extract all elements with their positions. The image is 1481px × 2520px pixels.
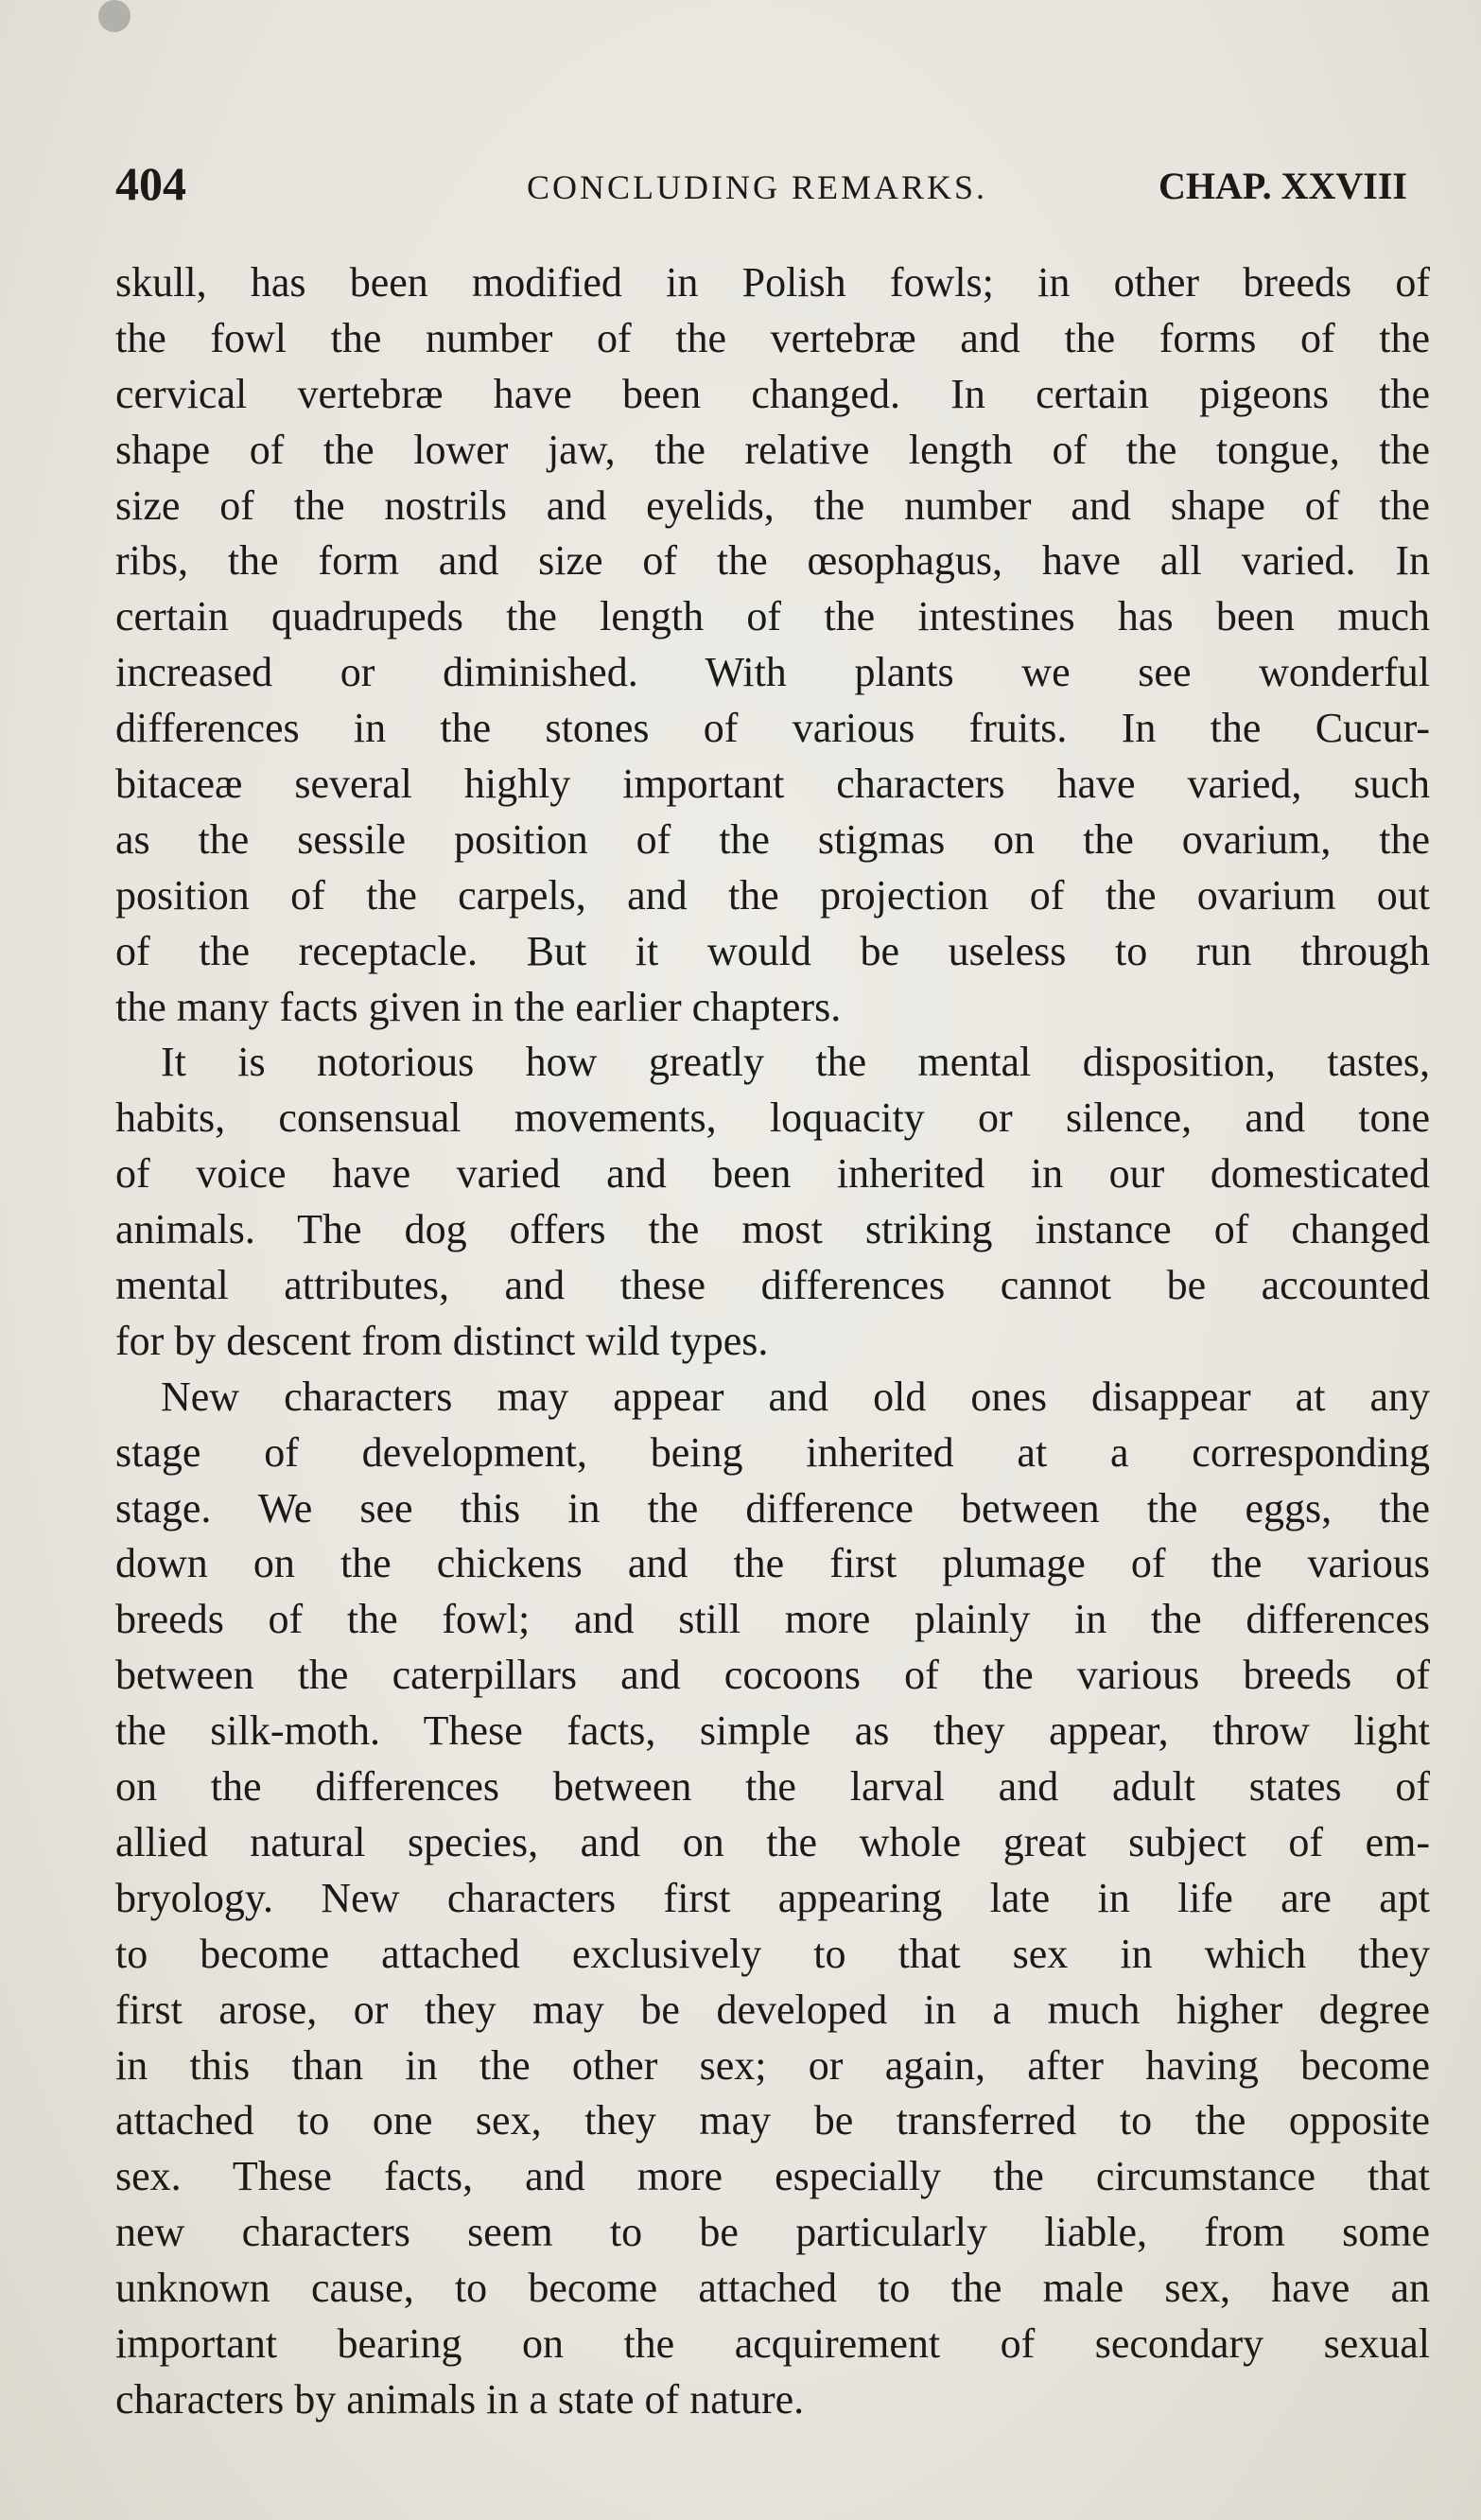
text-line: for by descent from distinct wild types. [115,1317,769,1364]
text-line: breeds of the fowl; and still more plainly in the differences [115,1596,1430,1643]
text-line: the many facts given in the earlier chapters. [115,983,842,1030]
text-line: on the differences between the larval and adult states of [115,1763,1430,1811]
running-title: CONCLUDING REMARKS. [527,168,988,206]
text-line: of voice have varied and been inherited in our domesticated [115,1150,1430,1198]
text-line: stage of development, being inherited at a corresponding [115,1428,1430,1476]
text-line: New characters may appear and old ones disappear at any [161,1373,1430,1420]
text-line: certain quadrupeds the length of the intestines has been much [115,593,1430,640]
running-head [115,156,1407,213]
text-line: size of the nostrils and eyelids, the number and shape of the [115,481,1430,529]
text-line: important bearing on the acquirement of secondary sexual [115,2319,1430,2367]
text-line: animals. The dog offers the most striking instance of changed [115,1206,1430,1253]
text-line: ribs, the form and size of the œsophagus, have all varied. In [115,537,1430,585]
text-line: bryology. New characters first appearing late in life are apt [115,1874,1430,1921]
text-line: stage. We see this in the difference between the eggs, the [115,1484,1430,1531]
text-line: down on the chickens and the first plumage of the various [115,1540,1430,1587]
text-line: new characters seem to be particularly liable, from some [115,2209,1430,2256]
text-line: in this than in the other sex; or again, after having become [115,2041,1430,2089]
text-line: position of the carpels, and the projection of the ovarium out [115,871,1430,919]
text-line: unknown cause, to become attached to the male sex, have an [115,2265,1430,2312]
text-line: allied natural species, and on the whole great subject of em- [115,1818,1430,1865]
text-line: habits, consensual movements, loquacity or silence, and tone [115,1094,1430,1142]
text-line: sex. These facts, and more especially the circumstance that [115,2153,1430,2200]
text-line: increased or diminished. With plants we see wonderful [115,649,1430,696]
text-line: cervical vertebræ have been changed. In certain pigeons the [115,370,1430,417]
text-line: shape of the lower jaw, the relative length of the tongue, the [115,426,1430,473]
text-line: the fowl the number of the vertebræ and the forms of the [115,314,1430,361]
text-line: mental attributes, and these differences cannot be accounted [115,1262,1430,1309]
text-line: of the receptacle. But it would be useless to run through [115,927,1430,974]
text-line: attached to one sex, they may be transferred to the opposite [115,2097,1430,2144]
text-line: skull, has been modified in Polish fowls; in other breeds of [115,259,1430,306]
page-number: 404 [115,157,186,210]
chapter-label: CHAP. XXVIII [1158,165,1407,207]
text-line: between the caterpillars and cocoons of the various breeds of [115,1652,1430,1699]
text-line: as the sessile position of the stigmas on the ovarium, the [115,815,1430,863]
text-line: bitaceæ several highly important characters have varied, such [115,761,1430,808]
text-line: It is notorious how greatly the mental disposition, tastes, [161,1039,1430,1086]
text-line: first arose, or they may be developed in a much higher degree [115,1986,1430,2033]
body-text [115,255,1430,2428]
text-line: to become attached exclusively to that sex in which they [115,1930,1430,1977]
binding-hole-mark [98,0,131,32]
text-line: characters by animals in a state of nature. [115,2375,805,2423]
text-line: differences in the stones of various fruits. In the Cucur- [115,705,1430,752]
text-line: the silk-moth. These facts, simple as they appear, throw light [115,1707,1430,1755]
